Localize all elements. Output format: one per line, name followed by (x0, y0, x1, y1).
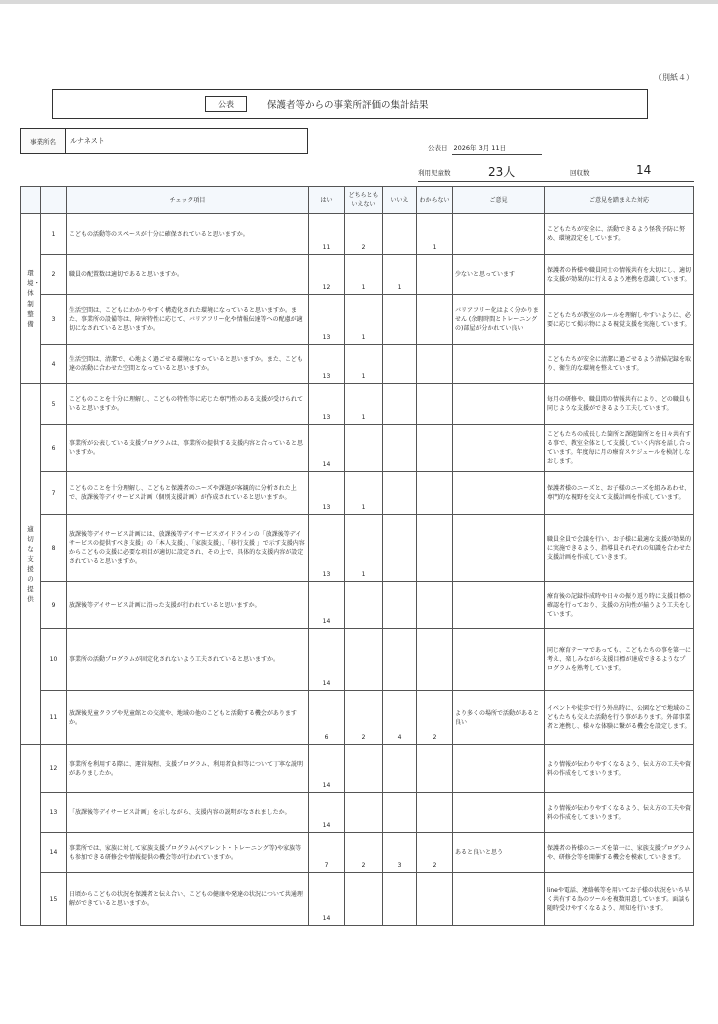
row-number: 11 (41, 691, 67, 745)
publish-date: 2026年 3月 11日 (453, 144, 507, 152)
row-number: 10 (41, 629, 67, 691)
row-number: 8 (41, 515, 67, 582)
opinion-text: 少ないと思っています (453, 255, 545, 295)
response-text: こどもたちの成長した箇所と課題箇所とを日々共有する事で、教室全体として支援していく内容を話し合っています。年度毎に月の療育スケジュールを検討しなおします。 (545, 425, 694, 472)
users-label: 利用児童数 (418, 169, 451, 177)
count-yes: 14 (309, 582, 345, 629)
table-row (21, 515, 694, 582)
count-no (383, 345, 417, 384)
response-text: 保護者様のニーズと、お子様のニーズを組みあわせ、専門的な視野を交えて支援計画を作成しています。 (545, 472, 694, 515)
count-no: 3 (383, 833, 417, 873)
publish-date-row (428, 143, 512, 152)
response-text: より情報が伝わりやすくなるよう、伝え方の工夫や資料の作成をしてまいります。 (545, 793, 694, 833)
title-box (52, 89, 648, 119)
count-no: 4 (383, 691, 417, 745)
count-yes: 12 (309, 255, 345, 295)
count-neither: 1 (345, 255, 383, 295)
table-row (21, 345, 694, 384)
response-text: 保護者の皆様や職員同士の情報共有を大切にし、適切な支援が効果的に行えるよう連携を意識しています。 (545, 255, 694, 295)
count-unknown: 2 (417, 833, 453, 873)
row-number: 4 (41, 345, 67, 384)
count-unknown: 2 (417, 691, 453, 745)
count-unknown (417, 425, 453, 472)
check-item-text: こどものことを十分に理解し、こどもの特性等に応じた専門性のある支援が受けられていると思いますか。 (67, 384, 309, 425)
row-number: 7 (41, 472, 67, 515)
count-neither: 2 (345, 214, 383, 255)
opinion-text (453, 214, 545, 255)
check-item-text: こどものことを十分理解し、こどもと保護者のニーズや課題が客観的に分析された上で、放課後等デイサービス計画（個別支援計画）が作成されていると思いますか。 (67, 472, 309, 515)
response-text: lineや電話、連絡帳等を用いてお子様の状況をいち早く共有する為のツールを複数用意しています。面談も随時受けやすくなるよう、周知を行います。 (545, 873, 694, 926)
publish-date-underline (452, 154, 542, 155)
count-neither: 2 (345, 833, 383, 873)
attachment-label: （別紙４） (654, 73, 694, 82)
response-text: 保護者の皆様のニーズを第一に、家族支援プログラムや、研修会等を開催する機会を模索していきます。 (545, 833, 694, 873)
check-item-text: 日頃からこどもの状況を保護者と伝え合い、こどもの健康や発達の状況について共通理解ができていると思いますか。 (67, 873, 309, 926)
table-row (21, 255, 694, 295)
check-item-text: こどもの活動等のスペースが十分に確保されていると思いますか。 (67, 214, 309, 255)
count-yes: 6 (309, 691, 345, 745)
count-yes: 7 (309, 833, 345, 873)
count-unknown (417, 255, 453, 295)
response-text: こどもたちが教室のルールを理解しやすいように、必要に応じて掲示物による視覚支援を実施しています。 (545, 295, 694, 345)
survey-body (21, 214, 694, 926)
category-cell (21, 384, 41, 745)
opinion-text (453, 345, 545, 384)
response-text: こどもたちが安全に清潔に過ごせるよう清掃記録を取り、衛生的な環境を整えています。 (545, 345, 694, 384)
opinion-text (453, 515, 545, 582)
table-row (21, 745, 694, 793)
count-yes: 13 (309, 472, 345, 515)
count-unknown (417, 295, 453, 345)
header-category (21, 187, 41, 214)
row-number: 1 (41, 214, 67, 255)
check-item-text: 放課後児童クラブや児童館との交流や、地域の他のこどもと活動する機会がありますか。 (67, 691, 309, 745)
count-neither (345, 793, 383, 833)
response-text: 同じ療育テーマであっても、こどもたちの事を第一に考え、楽しみながら支援目標が達成できるようなプログラムを熟考しています。 (545, 629, 694, 691)
header-number (41, 187, 67, 214)
count-yes: 14 (309, 873, 345, 926)
survey-table (20, 186, 694, 926)
check-item-text: 生活空間は、清潔で、心地よく過ごせる環境になっていると思いますか。また、こども達の活動に合わせた空間となっていると思いますか。 (67, 345, 309, 384)
response-text: 毎月の研修や、職員間の情報共有により、どの職員も同じような支援ができるよう工夫しています。 (545, 384, 694, 425)
publish-date-label: 公表日 (428, 144, 448, 152)
count-unknown (417, 515, 453, 582)
count-no (383, 745, 417, 793)
opinion-text (453, 745, 545, 793)
count-neither: 1 (345, 295, 383, 345)
opinion-text: バリアフリー化はよく分かりません (余暇時間とトレーニングの)部屋が分かれてい良い (453, 295, 545, 345)
check-item-text: 職員の配置数は適切であると思いますか。 (67, 255, 309, 295)
count-no (383, 793, 417, 833)
count-yes: 14 (309, 629, 345, 691)
count-unknown (417, 472, 453, 515)
table-row (21, 793, 694, 833)
count-neither (345, 745, 383, 793)
count-neither: 1 (345, 515, 383, 582)
table-row (21, 833, 694, 873)
count-no: 1 (383, 255, 417, 295)
count-yes: 11 (309, 214, 345, 255)
check-item-text: 生活空間は、こどもにわかりやすく構造化された環境になっていると思いますか。また、事業所の設備等は、障害特性に応じて、バリアフリー化や情報伝達等への配慮が適切になされていると思いますか。 (67, 295, 309, 345)
count-unknown: 1 (417, 214, 453, 255)
office-name: ルナネスト (70, 137, 105, 145)
responses-count: 14 (636, 163, 652, 177)
check-item-text: 「放課後等デイサービス計画」を示しながら、支援内容の説明がなされましたか。 (67, 793, 309, 833)
count-yes: 13 (309, 384, 345, 425)
header-response: ご意見を踏まえた対応 (545, 187, 694, 214)
office-label: 事業所名 (21, 129, 66, 153)
count-yes: 13 (309, 345, 345, 384)
table-row (21, 295, 694, 345)
opinion-text: より多くの場所で活動があると良い (453, 691, 545, 745)
check-item-text: 事業所では、家族に対して家族支援プログラム(ペアレント・トレーニング等)や家族等も参加できる研修会や情報提供の機会等が行われていますか。 (67, 833, 309, 873)
header-neither: どちらとも いえない (345, 187, 383, 214)
check-item-text: 事業所を利用する際に、運営規程、支援プログラム、利用者負担等について丁寧な説明がありましたか。 (67, 745, 309, 793)
header-unknown: わからない (417, 187, 453, 214)
header-yes: はい (309, 187, 345, 214)
count-neither (345, 629, 383, 691)
check-item-text: 事業所が公表している支援プログラムは、事業所の提供する支援内容と合っていると思いますか。 (67, 425, 309, 472)
table-row (21, 582, 694, 629)
count-no (383, 384, 417, 425)
count-yes: 13 (309, 515, 345, 582)
opinion-text (453, 425, 545, 472)
opinion-text (453, 472, 545, 515)
row-number: 2 (41, 255, 67, 295)
opinion-text (453, 873, 545, 926)
response-text: こどもたちが安全に、活動できるよう怪我予防に努め、環境設定をしています。 (545, 214, 694, 255)
row-number: 5 (41, 384, 67, 425)
count-neither (345, 873, 383, 926)
count-no (383, 472, 417, 515)
count-no (383, 214, 417, 255)
response-text: より情報が伝わりやすくなるよう、伝え方の工夫や資料の作成をしてまいります。 (545, 745, 694, 793)
count-unknown (417, 873, 453, 926)
row-number: 14 (41, 833, 67, 873)
table-row (21, 691, 694, 745)
count-neither (345, 425, 383, 472)
count-unknown (417, 384, 453, 425)
table-row (21, 214, 694, 255)
users-count: 23人 (488, 165, 516, 179)
response-text: 職員全員で会議を行い、お子様に最適な支援が効果的に実施できるよう、指導員それぞれの知識を合わせた支援計画を作成していきます。 (545, 515, 694, 582)
count-no (383, 295, 417, 345)
count-neither: 1 (345, 384, 383, 425)
row-number: 6 (41, 425, 67, 472)
table-header (21, 187, 694, 214)
publish-tag: 公表 (205, 96, 247, 112)
count-neither (345, 582, 383, 629)
count-no (383, 582, 417, 629)
row-number: 3 (41, 295, 67, 345)
count-neither: 1 (345, 472, 383, 515)
responses-label: 回収数 (570, 169, 590, 177)
count-yes: 13 (309, 295, 345, 345)
category-cell (21, 745, 41, 926)
office-box (20, 128, 308, 154)
opinion-text (453, 793, 545, 833)
row-number: 13 (41, 793, 67, 833)
counts-row (418, 163, 694, 182)
category-cell (21, 214, 41, 384)
count-unknown (417, 582, 453, 629)
count-no (383, 629, 417, 691)
table-row (21, 425, 694, 472)
count-neither: 2 (345, 691, 383, 745)
response-text: 療育後の記録作成時や日々の振り返り時に支援目標の確認を行っており、支援の方向性が揃うよう工夫をしています。 (545, 582, 694, 629)
check-item-text: 事業所の活動プログラムが固定化されないよう工夫されていると思いますか。 (67, 629, 309, 691)
count-yes: 14 (309, 425, 345, 472)
count-no (383, 873, 417, 926)
count-unknown (417, 629, 453, 691)
count-yes: 14 (309, 793, 345, 833)
category-label: 環境・体制整備 (27, 269, 40, 328)
table-row (21, 472, 694, 515)
count-unknown (417, 793, 453, 833)
response-text: イベントや徒歩で行う外出時に、公園などで地域のこどもたちも交えた活動を行う事があります。外部事業者と連携し、様々な体験に繋がる機会を設定します。 (545, 691, 694, 745)
count-unknown (417, 745, 453, 793)
opinion-text (453, 384, 545, 425)
header-no: いいえ (383, 187, 417, 214)
category-label: 適切な支援の提供 (27, 524, 34, 604)
row-number: 9 (41, 582, 67, 629)
count-no (383, 425, 417, 472)
check-item-text: 放課後等デイサービス計画には、放課後等デイサービスガイドラインの「放課後等デイサービスの提供すべき支援」の「本人支援」、「家族支援」、「移行支援 」で示す支援内容からこどもの支援に必要な項目が適切に設定され、その上で、具体的な支援内容が設定されていると思いますか。 (67, 515, 309, 582)
count-neither: 1 (345, 345, 383, 384)
row-number: 12 (41, 745, 67, 793)
table-row (21, 629, 694, 691)
count-unknown (417, 345, 453, 384)
header-opinion: ご意見 (453, 187, 545, 214)
table-row (21, 873, 694, 926)
row-number: 15 (41, 873, 67, 926)
top-border (0, 0, 718, 4)
opinion-text (453, 629, 545, 691)
count-no (383, 515, 417, 582)
check-item-text: 放課後等デイサービス計画に沿った支援が行われていると思いますか。 (67, 582, 309, 629)
count-yes: 14 (309, 745, 345, 793)
opinion-text (453, 582, 545, 629)
page-title: 保護者等からの事業所評価の集計結果 (267, 100, 429, 111)
opinion-text: あると良いと思う (453, 833, 545, 873)
header-check-item: チェック項目 (67, 187, 309, 214)
table-row (21, 384, 694, 425)
